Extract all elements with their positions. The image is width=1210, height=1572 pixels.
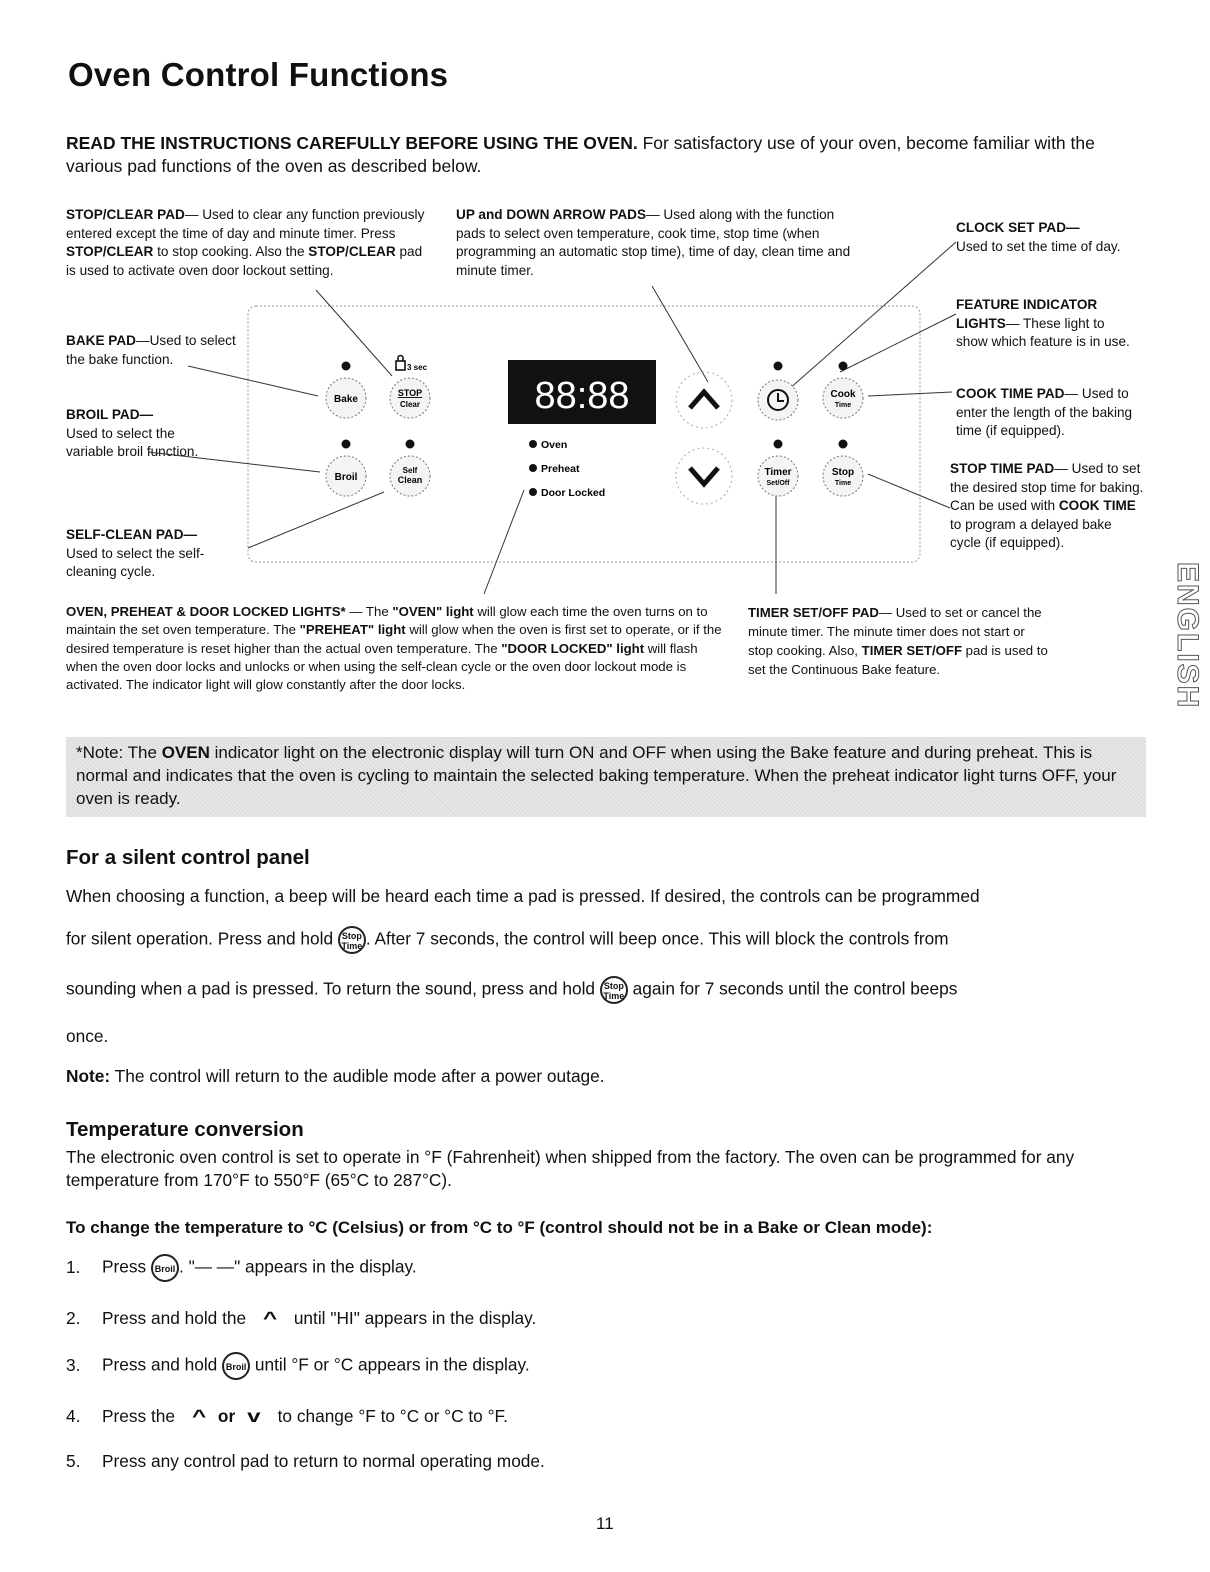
- bold: STOP/CLEAR: [66, 244, 154, 259]
- text: Used to set the time of day.: [956, 238, 1121, 254]
- up-arrow-pad[interactable]: [676, 372, 732, 428]
- time-label: Time: [834, 480, 852, 487]
- label: TIMER SET/OFF PAD: [748, 605, 879, 620]
- step-text: Press the: [102, 1406, 180, 1426]
- bold: "DOOR LOCKED" light: [501, 640, 645, 656]
- step-number: 1.: [66, 1256, 81, 1277]
- down-arrow-pad[interactable]: [676, 448, 732, 504]
- text: . After 7 seconds, the control will beep once. This will block the controls from: [365, 928, 949, 949]
- step-text: Press any control pad to return to normal operating mode.: [102, 1451, 545, 1471]
- stop-time-pad[interactable]: [823, 456, 863, 496]
- step-number: 3.: [66, 1354, 81, 1375]
- step-number: 5.: [66, 1451, 81, 1471]
- stop-label: Stop: [831, 467, 855, 478]
- label: OVEN, PREHEAT & DOOR LOCKED LIGHTS*: [66, 604, 346, 619]
- bold: TIMER SET/OFF: [861, 643, 963, 658]
- step-text: until °F or °C appears in the display.: [250, 1354, 530, 1375]
- callout-indicator-lights: [66, 603, 731, 694]
- intro-text: For satisfactory use of your oven, become familiar with the various pad functions of the oven as described below.: [66, 133, 1095, 176]
- text: — These light to show which feature is in use.: [956, 315, 1130, 349]
- note-bold: Note:: [66, 1066, 111, 1086]
- temp-heading: Temperature conversion: [66, 1118, 304, 1141]
- text: will glow when the oven is first set to operate, or if the desired temperature is reset higher than the actual oven temperature. The: [66, 622, 722, 656]
- clean-label: Clean: [397, 475, 423, 485]
- label: STOP/CLEAR PAD: [66, 207, 185, 222]
- note-text: The control will return to the audible mode after a power outage.: [110, 1066, 605, 1086]
- text: — Used to clear any function previously entered except the time of day and minute timer. Press: [66, 207, 425, 241]
- stop-time-pad-icon: [338, 926, 366, 954]
- text: again for 7 seconds until the control beeps: [627, 978, 958, 999]
- stop-clear-pad[interactable]: [390, 378, 430, 418]
- step-3: [66, 1352, 530, 1380]
- step-text: Press: [102, 1256, 151, 1277]
- step-number: 2.: [66, 1308, 81, 1328]
- text: — Used to set or cancel the minute timer. The minute timer does not start or stop cooking. Also,: [748, 605, 1042, 658]
- step-5: [66, 1451, 545, 1472]
- step-1: [66, 1254, 417, 1282]
- text: sounding when a pad is pressed. To return the sound, press and hold: [66, 978, 600, 999]
- bold: "PREHEAT" light: [299, 622, 406, 638]
- side-language-label: [1164, 562, 1204, 712]
- broil-pad[interactable]: [326, 456, 366, 496]
- up-arrow-icon: ^: [262, 1308, 278, 1328]
- label: STOP TIME PAD: [950, 461, 1055, 476]
- indicator-lights: [529, 439, 605, 499]
- text: pad is used to set the Continuous Bake feature.: [748, 643, 1048, 677]
- text: — Used along with the function pads to select oven temperature, cook time, stop time (when programming an automatic stop time), time of day, clean time and minute timer.: [456, 207, 851, 278]
- note-text: indicator light on the electronic display will turn ON and OFF when using the Bake feature and during preheat. This is normal and indicates that the oven is cycling to maintain the selected baking temperature. When the preheat indicator light turns OFF, your oven is ready.: [76, 743, 1117, 808]
- bake-pad-label: Bake: [334, 394, 358, 405]
- text: for silent operation. Press and hold: [66, 928, 338, 949]
- panel-outline: [248, 306, 920, 562]
- label: CLOCK SET PAD—: [956, 220, 1080, 235]
- note-bold: OVEN: [161, 743, 210, 762]
- pad-top: Stop: [603, 981, 624, 991]
- setoff-label: Set/Off: [766, 480, 790, 487]
- page-title: Oven Control Functions: [68, 56, 449, 93]
- text: to stop cooking. Also the: [153, 244, 309, 259]
- down-arrow-icon: v: [247, 1406, 261, 1426]
- step-text: . "— —" appears in the display.: [178, 1256, 417, 1277]
- callout-timer: [748, 603, 1048, 679]
- step-text: Press and hold: [102, 1354, 223, 1375]
- timer-label: Timer: [764, 467, 792, 478]
- lock-label: 3 sec: [407, 363, 428, 372]
- step-2: [66, 1308, 536, 1329]
- time-label: Time: [834, 402, 852, 409]
- step-number: 4.: [66, 1406, 81, 1426]
- step-text: to change °F to °C or °C to °F.: [272, 1406, 508, 1426]
- text: Used to select the variable broil function.: [66, 425, 199, 459]
- note-box: [66, 737, 1146, 817]
- cook-time-pad[interactable]: [823, 378, 863, 418]
- step-4: [66, 1406, 508, 1427]
- text: pad is used to activate oven door lockout setting.: [66, 244, 423, 278]
- step-text: until "HI" appears in the display.: [289, 1308, 537, 1328]
- silent-heading: For a silent control panel: [66, 846, 310, 869]
- text: to program a delayed bake cycle (if equipped).: [950, 516, 1112, 550]
- pad-bottom: Time: [603, 991, 625, 1001]
- control-panel-diagram: [0, 0, 1210, 600]
- clock-pad[interactable]: [758, 380, 798, 420]
- stop-time-pad-icon: [600, 976, 628, 1004]
- preheat-light-label: Preheat: [541, 463, 580, 475]
- or-word: or: [217, 1406, 236, 1426]
- self-label: Self: [402, 466, 418, 475]
- cook-label: Cook: [830, 389, 856, 400]
- silent-note: [66, 1064, 605, 1088]
- temp-subheading: To change the temperature to °C (Celsius) or from °C to °F (control should not be in a Bake or Clean mode):: [66, 1218, 933, 1237]
- text: — The: [345, 604, 393, 619]
- text: will glow each time the oven turns on to maintain the set oven temperature. The: [66, 604, 708, 638]
- bold: STOP/CLEAR: [308, 244, 396, 259]
- stop-label: STOP: [397, 388, 423, 398]
- bake-pad[interactable]: [326, 378, 366, 418]
- label: UP and DOWN ARROW PADS: [456, 207, 647, 222]
- intro-bold: READ THE INSTRUCTIONS CAREFULLY BEFORE USING THE OVEN.: [66, 133, 638, 153]
- pad-top: Stop: [341, 931, 362, 941]
- self-clean-pad[interactable]: [390, 456, 430, 496]
- text: —Used to select the bake function.: [66, 333, 236, 367]
- lock-icon: [396, 356, 405, 371]
- display-digits: 88:88: [534, 375, 630, 417]
- silent-line-2: [66, 926, 949, 954]
- label: BAKE PAD: [66, 333, 136, 348]
- broil-pad-icon: Broil: [222, 1352, 250, 1380]
- label: SELF-CLEAN PAD—: [66, 527, 198, 542]
- broil-pad-icon: Broil: [151, 1254, 179, 1282]
- text: — Used to enter the length of the baking time (if equipped).: [956, 386, 1133, 438]
- bold: COOK TIME: [1058, 498, 1136, 513]
- label: FEATURE INDICATOR LIGHTS: [956, 297, 1098, 331]
- silent-line-1: When choosing a function, a beep will be heard each time a pad is pressed. If desired, the controls can be programmed: [66, 886, 980, 906]
- silent-line-3: [66, 976, 957, 1004]
- english-label: ENGLISH: [1171, 562, 1204, 710]
- bold: "OVEN" light: [392, 604, 474, 619]
- label: COOK TIME PAD: [956, 386, 1065, 401]
- temp-text: The electronic oven control is set to operate in °F (Fahrenheit) when shipped from the factory. The oven can be programmed for any temperature from 170°F to 550°F (65°C to 287°C).: [66, 1147, 1075, 1190]
- pad-bottom: Time: [341, 941, 363, 951]
- note-text: *Note: The: [76, 743, 162, 762]
- down-arrow-icon: [690, 468, 718, 484]
- oven-light-label: Oven: [541, 439, 568, 451]
- clear-label: Clear: [399, 400, 421, 409]
- page-number: 11: [596, 1514, 614, 1533]
- timer-pad[interactable]: [758, 456, 798, 496]
- broil-pad-label: Broil: [334, 472, 358, 483]
- up-arrow-icon: [690, 392, 718, 408]
- text: Used to select the self-cleaning cycle.: [66, 545, 205, 579]
- door-locked-light-label: Door Locked: [541, 487, 606, 499]
- up-arrow-icon: ^: [191, 1406, 206, 1426]
- text: — Used to set the desired stop time for baking. Can be used with: [950, 461, 1144, 513]
- silent-line-4: once.: [66, 1026, 109, 1046]
- step-text: Press and hold the: [102, 1308, 251, 1328]
- text: will flash when the oven door locks and unlocks or when using the self-clean cycle or the oven door lockout mode is activated. The indicator light will glow constantly after the door locks.: [66, 640, 698, 693]
- label: BROIL PAD—: [66, 407, 154, 422]
